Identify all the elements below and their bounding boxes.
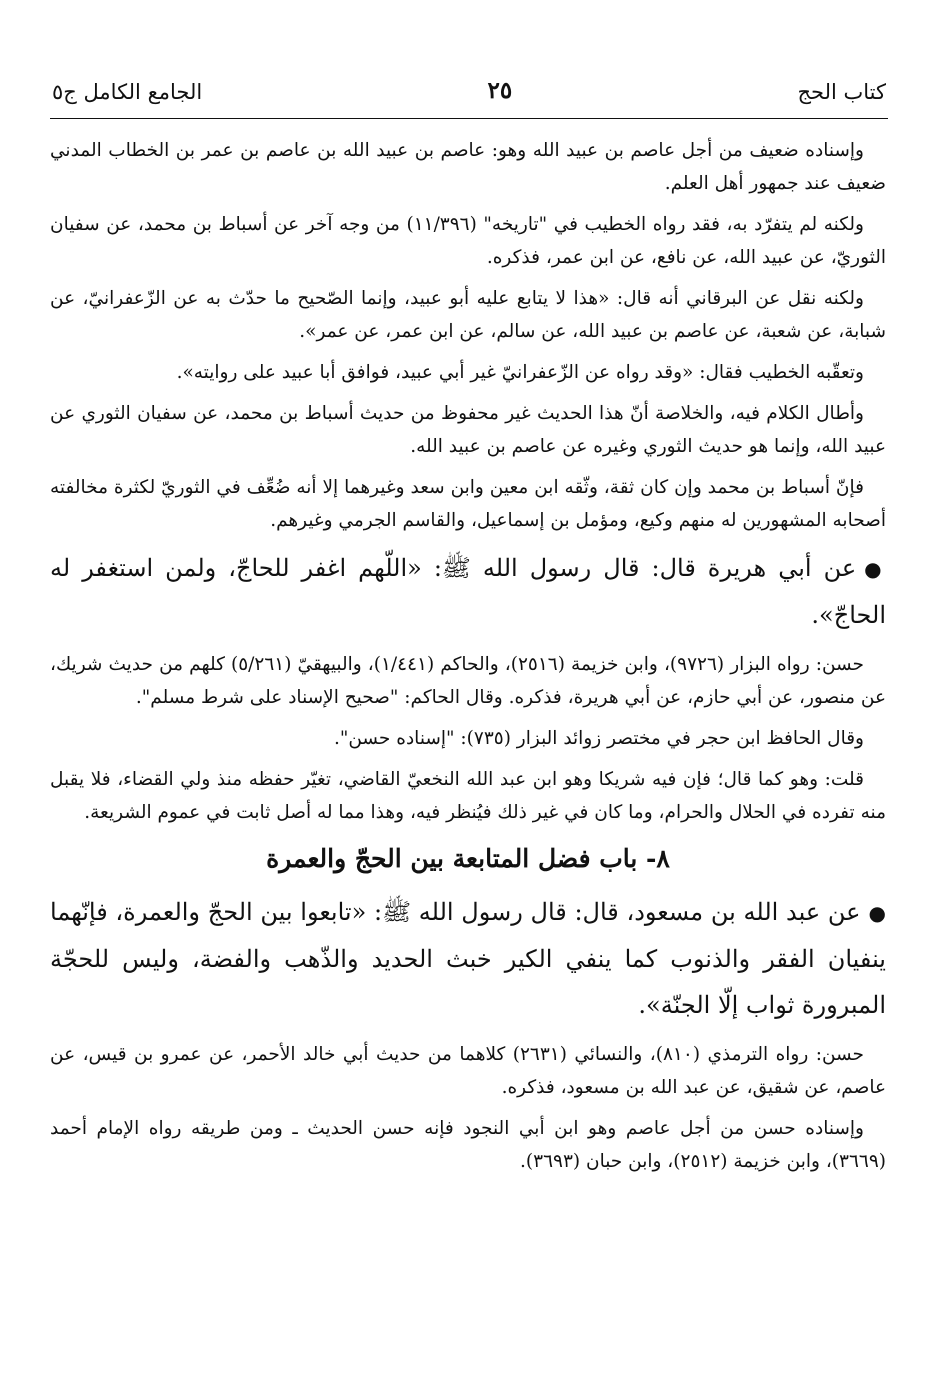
hadith-body: عن أبي هريرة قال: قال رسول الله ﷺ: «اللّهم اغفر للحاجّ، ولمن استغفر له الحاجّ». xyxy=(50,554,886,629)
hadith-text xyxy=(50,545,886,638)
collection-title: الجامع الكامل ج٥ xyxy=(52,80,203,104)
paragraph: وتعقّبه الخطيب فقال: «وقد رواه عن الزّعفرانيّ غير أبي عبيد، فوافق أبا عبيد على روايته». xyxy=(176,362,864,383)
page-number: ٢٥ xyxy=(487,77,513,104)
commentary-paragraph: حسن: رواه البزار (٩٧٢٦)، وابن خزيمة (٢٥١٦)، والحاكم (١/٤٤١)، والبيهقيّ (٥/٢٦١) كلهم من حديث شريك، عن منصور، عن أبي حازم، عن أبي هريرة، فذكره. وقال الحاكم: "صحيح الإسناد على شرط مسلم". xyxy=(50,654,886,708)
header-rule xyxy=(50,118,888,119)
paragraph: ولكنه لم يتفرّد به، فقد رواه الخطيب في "تاريخه" (١١/٣٩٦) من وجه آخر عن أسباط بن محمد، عن سفيان الثوريّ، عن عبيد الله، عن نافع، عن ابن عمر، فذكره. xyxy=(50,214,886,268)
commentary-paragraph: حسن: رواه الترمذي (٨١٠)، والنسائي (٢٦٣١) كلاهما من حديث أبي خالد الأحمر، عن عمرو بن قيس، عن عاصم، عن شقيق، عن عبد الله بن مسعود، فذكره. xyxy=(50,1044,886,1098)
hadith-text xyxy=(50,889,886,1028)
paragraph: وأطال الكلام فيه، والخلاصة أنّ هذا الحديث غير محفوظ من حديث أسباط بن محمد، عن سفيان الثوري عن عبيد الله، وإنما هو حديث الثوري وغيره عن عاصم بن عبيد الله. xyxy=(50,403,886,457)
commentary-paragraph: وإسناده حسن من أجل عاصم وهو ابن أبي النجود فإنه حسن الحديث ـ ومن طريقه رواه الإمام أحمد (٣٦٦٩)، وابن خزيمة (٢٥١٢)، وابن حبان (٣٦٩٣). xyxy=(50,1118,886,1172)
paragraph: وإسناده ضعيف من أجل عاصم بن عبيد الله وهو: عاصم بن عبيد الله بن عاصم بن عمر بن الخطاب المدني ضعيف عند جمهور أهل العلم. xyxy=(50,140,886,194)
running-header xyxy=(52,64,886,104)
commentary-paragraph: قلت: وهو كما قال؛ فإن فيه شريكا وهو ابن عبد الله النخعيّ القاضي، تغيّر حفظه منذ ولي القضاء، فلا يقبل منه تفرده في الحلال والحرام، وما كان في غير ذلك فيُنظر فيه، وهذا مما له أصل ثابت في عموم الشريعة. xyxy=(50,769,886,823)
bullet-icon: ● xyxy=(864,557,887,581)
paragraph: ولكنه نقل عن البرقاني أنه قال: «هذا لا يتابع عليه أبو عبيد، وإنما الصّحيح ما حدّث به عن الزّعفرانيّ، عن شبابة، عن شعبة، عن عاصم بن عبيد الله، عن سالم، عن ابن عمر، عن عمر». xyxy=(50,288,886,342)
book-title: كتاب الحج xyxy=(797,80,886,104)
page-body xyxy=(50,134,886,1186)
commentary-paragraph: وقال الحافظ ابن حجر في مختصر زوائد البزار (٧٣٥): "إسناده حسن". xyxy=(333,728,864,749)
paragraph: فإنّ أسباط بن محمد وإن كان ثقة، وثّقه ابن معين وابن سعد وغيرهما إلا أنه ضُعِّف في الثوريّ لكثرة مخالفته أصحابه المشهورين له منهم وكيع، ومؤمل بن إسماعيل، والقاسم الجرمي وغيرهم. xyxy=(50,477,886,531)
hadith-body: عن عبد الله بن مسعود، قال: قال رسول الله ﷺ: «تابعوا بين الحجّ والعمرة، فإنّهما ينفيان الفقر والذنوب كما ينفي الكير خبث الحديد والذّهب والفضة، وليس للحجّة المبرورة ثواب إلّا الجنّة». xyxy=(50,898,886,1019)
section-heading: ٨- باب فضل المتابعة بين الحجّ والعمرة xyxy=(266,844,670,873)
bullet-icon: ● xyxy=(868,901,886,925)
